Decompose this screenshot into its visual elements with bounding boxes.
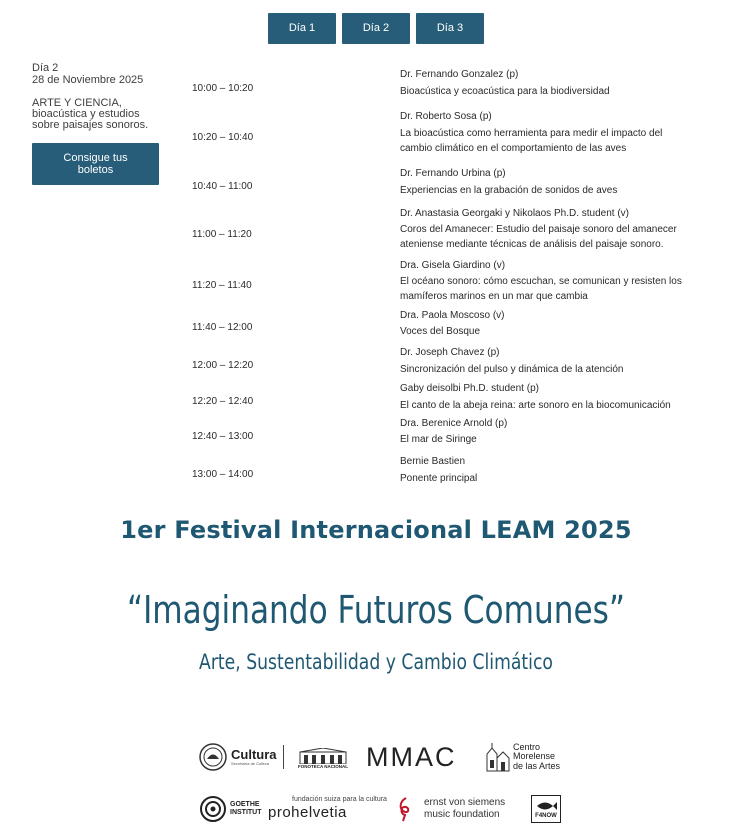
session-time: 12:00 – 12:20: [192, 360, 254, 371]
session-title: [400, 183, 720, 198]
cma-logo-line: Morelense: [513, 751, 556, 762]
building-icon: [298, 748, 348, 764]
prohelvetia-logo: [268, 795, 387, 821]
fish-icon: [535, 799, 557, 813]
siemens-foundation-logo: [396, 795, 505, 823]
tab-dia-1[interactable]: Día 1: [268, 13, 336, 44]
session-title-line: Voces del Bosque: [400, 326, 481, 337]
session-speaker: Dra. Paola Moscoso (v): [400, 310, 505, 321]
session-title-line: ateniense mediante técnicas de análisis del paisaje sonoro.: [400, 239, 664, 250]
day-date: 28 de Noviembre 2025: [32, 74, 144, 86]
session-title: [400, 362, 720, 377]
ticket-button-line: boletos: [77, 164, 114, 176]
festival-title: 1er Festival Internacional LEAM 2025: [120, 516, 632, 544]
session-speaker: Dr. Joseph Chavez (p): [400, 347, 500, 358]
session-title-line: La bioacústica como herramienta para medir el impacto del: [400, 128, 663, 139]
cma-logo: [483, 741, 560, 773]
cultura-logo-text: Cultura: [231, 747, 277, 762]
goethe-logo: [199, 795, 262, 823]
session-speaker: Dr. Anastasia Georgaki y Nikolaos Ph.D. student (v): [400, 208, 629, 219]
session-speaker: Dra. Berenice Arnold (p): [400, 418, 508, 429]
session-title: [400, 274, 720, 304]
day-theme-line: bioacústica y estudios: [32, 108, 140, 120]
session-time: 11:20 – 11:40: [192, 280, 252, 291]
cultura-logo-subtext: Secretaría de Cultura: [231, 761, 270, 766]
session-speaker: Dr. Fernando Gonzalez (p): [400, 69, 519, 80]
session-title: [400, 471, 720, 486]
session-title-line: El océano sonoro: cómo escuchan, se comunican y resisten los: [400, 276, 682, 287]
logo-divider: [283, 745, 284, 769]
session-title-line: mamíferos marinos en un mar que cambia: [400, 291, 588, 302]
session-time: 10:00 – 10:20: [192, 83, 254, 94]
session-title: [400, 222, 720, 252]
goethe-spiral-icon: [199, 795, 227, 823]
session-title-line: El canto de la abeja reina: arte sonoro en la biocomunicación: [400, 400, 671, 411]
session-title: [400, 324, 720, 339]
session-title-line: Coros del Amanecer: Estudio del paisaje sonoro del amanecer: [400, 224, 677, 235]
church-icon: [483, 742, 511, 772]
mmac-logo-text: MMAC: [366, 741, 457, 772]
session-title-line: Ponente principal: [400, 473, 478, 484]
session-time: 12:20 – 12:40: [192, 396, 254, 407]
f4now-logo-text: F4NOW: [535, 812, 557, 819]
session-time: 11:40 – 12:00: [192, 322, 253, 333]
session-title: [400, 398, 720, 413]
session-title-line: El mar de Siringe: [400, 434, 477, 445]
f4now-logo: [531, 795, 561, 823]
session-title: [400, 432, 720, 447]
session-time: 13:00 – 14:00: [192, 469, 254, 480]
fonoteca-logo: [297, 744, 349, 770]
tab-dia-3[interactable]: Día 3: [416, 13, 484, 44]
fonoteca-logo-text: FONOTECA NACIONAL: [297, 764, 349, 769]
festival-quote: “Imaginando Futuros Comunes”: [126, 588, 626, 632]
day-theme-line: ARTE Y CIENCIA,: [32, 97, 122, 109]
session-speaker: Bernie Bastien: [400, 456, 466, 467]
session-time: 10:40 – 11:00: [192, 181, 253, 192]
session-time: 11:00 – 11:20: [192, 229, 252, 240]
day-label: Día 2: [32, 62, 59, 74]
siemens-logo-line: ernst von siemens: [424, 797, 506, 808]
session-title-line: cambio climático en el comportamiento de las aves: [400, 143, 627, 154]
session-speaker: Dr. Fernando Urbina (p): [400, 168, 506, 179]
cma-logo-line: de las Artes: [513, 760, 561, 771]
session-title-line: Experiencias en la grabación de sonidos de aves: [400, 185, 618, 196]
tab-dia-2[interactable]: Día 2: [342, 13, 410, 44]
ticket-button-line: Consigue tus: [63, 152, 128, 164]
goethe-logo-line: INSTITUT: [230, 809, 262, 816]
session-title-line: Bioacústica y ecoacústica para la biodiversidad: [400, 86, 610, 97]
cultura-logo: [198, 741, 284, 773]
mmac-logo: [366, 741, 457, 773]
treble-clef-icon: [396, 796, 412, 822]
day-theme-line: sobre paisajes sonoros.: [32, 119, 149, 131]
prohelvetia-tagline: fundación suiza para la cultura: [292, 796, 387, 803]
cma-logo-line: Centro: [513, 741, 541, 752]
mexico-seal-icon: [198, 742, 228, 772]
session-title: [400, 126, 720, 156]
goethe-logo-line: GOETHE: [230, 801, 260, 808]
session-speaker: Dr. Roberto Sosa (p): [400, 111, 492, 122]
prohelvetia-logo-text: prohelvetia: [268, 804, 347, 821]
session-title: [400, 84, 720, 99]
siemens-logo-line: music foundation: [424, 809, 500, 820]
session-time: 12:40 – 13:00: [192, 431, 254, 442]
festival-subtitle: Arte, Sustentabilidad y Cambio Climático: [199, 650, 553, 674]
session-time: 10:20 – 10:40: [192, 132, 254, 143]
session-speaker: Dra. Gisela Giardino (v): [400, 260, 506, 271]
session-title-line: Sincronización del pulso y dinámica de la atención: [400, 364, 624, 375]
session-speaker: Gaby deisolbi Ph.D. student (p): [400, 383, 539, 394]
